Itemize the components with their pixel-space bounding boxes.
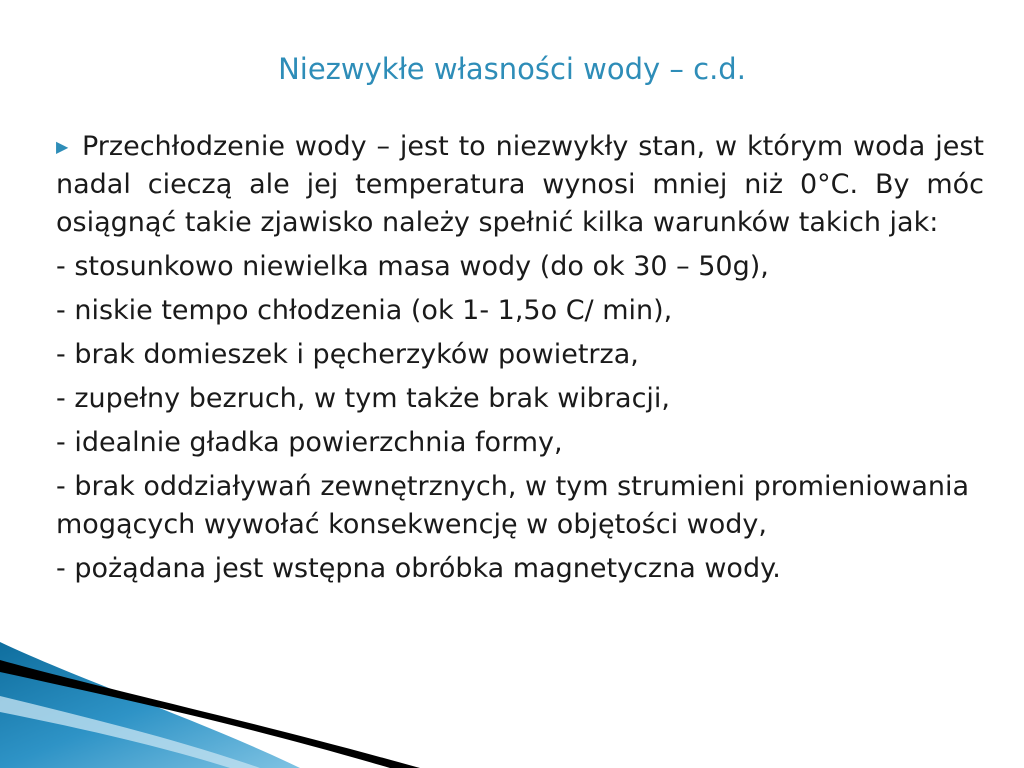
slide-title: Niezwykłe własności wody – c.d. — [278, 52, 746, 86]
slide-body — [56, 128, 984, 594]
intro-paragraph — [56, 128, 984, 242]
list-item: - brak domieszek i pęcherzyków powietrza, — [56, 339, 639, 370]
decorative-swoosh — [0, 600, 420, 768]
triangle-right-icon: ▶ — [56, 137, 69, 156]
intro-text: Przechłodzenie wody – jest to niezwykły stan, w którym woda jest nadal cieczą ale jej temperatura wynosi mniej niż 0°C. By móc osiągnąć takie zjawisko należy spełnić kilka warunków takich jak: — [56, 131, 984, 238]
list-item: - stosunkowo niewielka masa wody (do ok 30 – 50g), — [56, 251, 769, 282]
list-item: - zupełny bezruch, w tym także brak wibracji, — [56, 383, 671, 414]
list-item: - pożądana jest wstępna obróbka magnetyczna wody. — [56, 553, 781, 584]
list-item: - brak oddziaływań zewnętrznych, w tym strumieni promieniowania mogących wywołać konsekwencję w objętości wody, — [56, 471, 970, 540]
list-item: - idealnie gładka powierzchnia formy, — [56, 427, 563, 458]
list-item: - niskie tempo chłodzenia (ok 1- 1,5o C/ min), — [56, 295, 673, 326]
